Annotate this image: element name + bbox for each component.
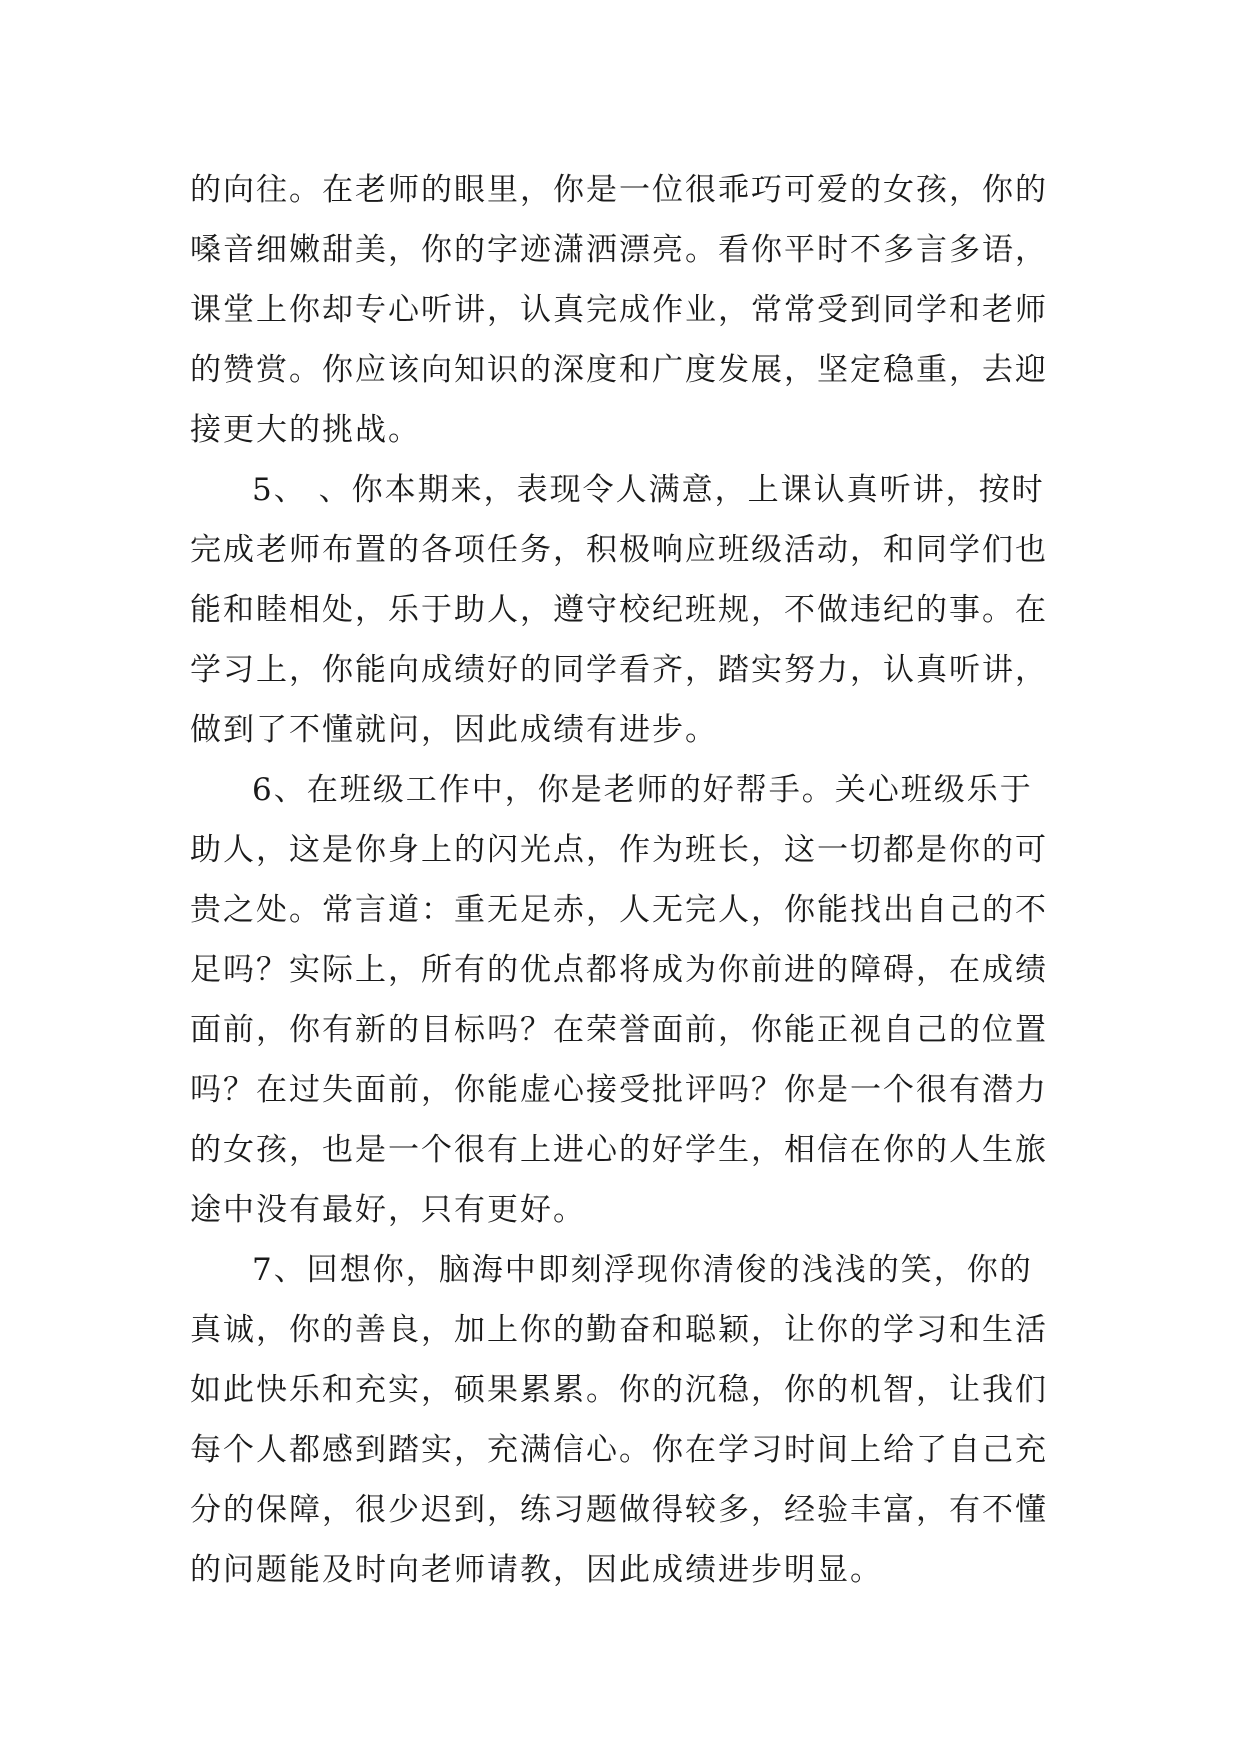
text-line: 助人，这是你身上的闪光点，作为班长，这一切都是你的可: [190, 832, 1048, 868]
text-line: 7、回想你，脑海中即刻浮现你清俊的浅浅的笑，你的: [252, 1252, 1033, 1288]
text-line: 学习上，你能向成绩好的同学看齐，踏实努力，认真听讲，: [190, 652, 1048, 688]
text-line: 做到了不懂就问，因此成绩有进步。: [190, 712, 718, 748]
text-line: 的向往。在老师的眼里，你是一位很乖巧可爱的女孩，你的: [190, 172, 1048, 208]
text-line: 完成老师布置的各项任务，积极响应班级活动，和同学们也: [190, 532, 1048, 568]
paragraph-continuation: [190, 160, 1070, 460]
text-line: 途中没有最好，只有更好。: [190, 1192, 586, 1228]
document-body: [190, 160, 1070, 1600]
text-line: 真诚，你的善良，加上你的勤奋和聪颖，让你的学习和生活: [190, 1312, 1048, 1348]
text-line: 能和睦相处，乐于助人，遵守校纪班规，不做违纪的事。在: [190, 592, 1048, 628]
text-line: 5、 、你本期来，表现令人满意，上课认真听讲，按时: [252, 472, 1045, 508]
paragraph-item-7: [190, 1240, 1070, 1600]
text-line: 的女孩，也是一个很有上进心的好学生，相信在你的人生旅: [190, 1132, 1048, 1168]
text-line: 的问题能及时向老师请教，因此成绩进步明显。: [190, 1552, 883, 1588]
paragraph-item-6: [190, 760, 1070, 1240]
paragraph-item-5: [190, 460, 1070, 760]
text-line: 课堂上你却专心听讲，认真完成作业，常常受到同学和老师: [190, 292, 1048, 328]
text-line: 如此快乐和充实，硕果累累。你的沉稳，你的机智，让我们: [190, 1372, 1048, 1408]
text-line: 每个人都感到踏实，充满信心。你在学习时间上给了自己充: [190, 1432, 1048, 1468]
text-line: 吗？在过失面前，你能虚心接受批评吗？你是一个很有潜力: [190, 1072, 1048, 1108]
text-line: 的赞赏。你应该向知识的深度和广度发展，坚定稳重，去迎: [190, 352, 1048, 388]
text-line: 6、在班级工作中，你是老师的好帮手。关心班级乐于: [252, 772, 1033, 808]
text-line: 分的保障，很少迟到，练习题做得较多，经验丰富，有不懂: [190, 1492, 1048, 1528]
text-line: 贵之处。常言道：重无足赤，人无完人，你能找出自己的不: [190, 892, 1048, 928]
text-line: 足吗？实际上，所有的优点都将成为你前进的障碍，在成绩: [190, 952, 1048, 988]
text-line: 面前，你有新的目标吗？在荣誉面前，你能正视自己的位置: [190, 1012, 1048, 1048]
text-line: 嗓音细嫩甜美，你的字迹潇洒漂亮。看你平时不多言多语，: [190, 232, 1048, 268]
text-line: 接更大的挑战。: [190, 412, 421, 448]
